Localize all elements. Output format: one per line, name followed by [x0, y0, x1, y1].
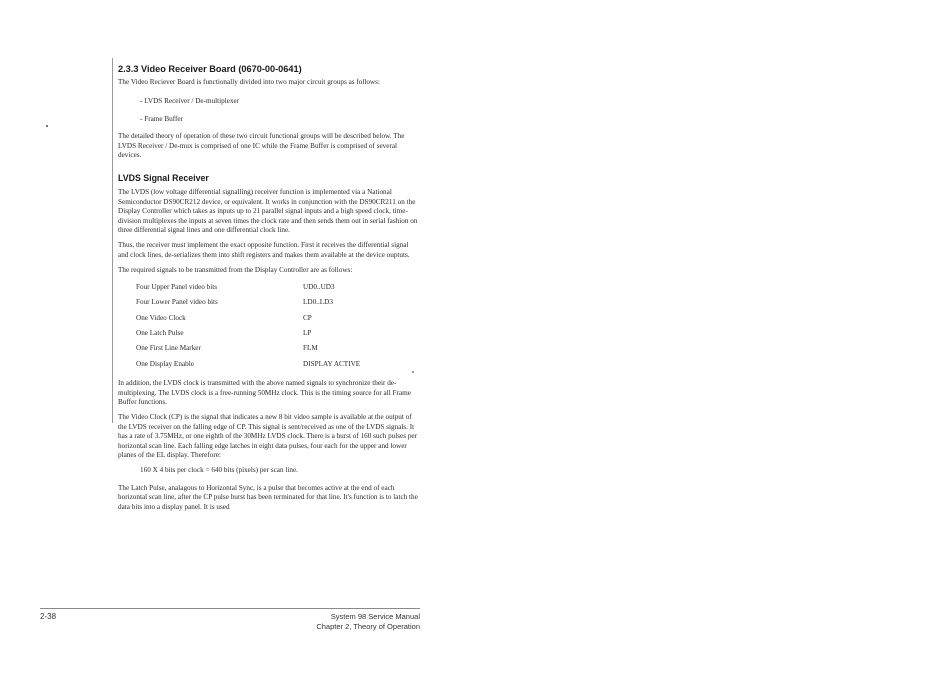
signal-code: UD0..UD3: [303, 282, 335, 291]
signal-row: [136, 344, 360, 359]
section-detail: The detailed theory of operation of these two circuit functional groups will be described below. The LVDS Receiver / De-mux is comprised of one IC while the Frame Buffer is comprised of several devices.: [118, 132, 405, 160]
footer-rule: [40, 608, 420, 609]
text-column: [118, 64, 420, 518]
signal-code: LD0..LD3: [303, 298, 333, 307]
signal-row: [136, 329, 360, 344]
signal-name: Four Upper Panel video bits: [136, 282, 218, 291]
paragraph: The required signals to be transmitted from the Display Controller are as follows:: [118, 266, 353, 275]
signal-name: One Latch Pulse: [136, 328, 184, 337]
signal-name: One Display Enable: [136, 359, 194, 368]
signal-code: LP: [303, 328, 312, 337]
signal-row: [136, 360, 360, 375]
footer-title: [316, 612, 420, 631]
paragraph: The Video Clock (CP) is the signal that indicates a new 8 bit video sample is available at the output of the LVDS receiver on the falling edge of CP. This signal is sent/received as one of the LVDS signals. It has a rate of 3.75MHz, or one eighth of the 30MHz LVDS clock. There is a burst of 160 such pulses per horizontal scan line. Each falling edge latches in eight data pulses, four each for the upper and lower planes of the EL display. Therefore:: [118, 413, 418, 459]
signal-code: CP: [303, 313, 312, 322]
paragraph: Thus, the receiver must implement the exact opposite function. First it receives the differential signal and clock lines, de-serializes them into shift registers and makes them available at the device ouptuts.: [118, 241, 410, 259]
section-title: 2.3.3 Video Receiver Board (0670-00-0641): [118, 64, 302, 74]
page-number: 2-38: [40, 612, 57, 621]
signal-row: [136, 283, 360, 298]
signal-row: [136, 314, 360, 329]
paragraph: In addition, the LVDS clock is transmitted with the above named signals to synchronize their de-multiplexing. The LVDS clock is a free-running 50MHz clock. This is the timing source for all Frame Buffer functions.: [118, 379, 411, 406]
signal-name: One First Line Marker: [136, 344, 201, 353]
signal-code: FLM: [303, 344, 318, 353]
manual-title: System 98 Service Manual: [330, 612, 420, 621]
chapter-title: Chapter 2, Theory of Operation: [316, 621, 420, 631]
signal-table: [136, 283, 360, 375]
signal-code: DISPLAY ACTIVE: [303, 359, 361, 368]
paragraph: The Latch Pulse, analagous to Horizontal Sync, is a pulse that becomes active at the end of each horizontal scan line, after the CP pulse burst has been terminated for that line. It's function is to latch the data bits into a display panel. It is used: [118, 483, 418, 511]
signal-name: One Video Clock: [136, 313, 186, 322]
scan-speck: [46, 125, 48, 127]
formula: 160 X 4 bits per clock = 640 bits (pixels) per scan line.: [140, 466, 298, 475]
paragraph: The LVDS (low voltage differential signalling) receiver function is implemented via a National Semiconductor DS90CR212 device, or equivalent. It works in conjunction with the DS90CR211 on the Display Controller which takes as inputs up to 21 parallel signal inputs and a high speed clock, time-division multiplexes the inputs at seven times the clock rate and then sends them out in serial fashion on three differential signal lines and one differential clock line.: [118, 188, 418, 235]
signal-name: Four Lower Panel video bits: [136, 298, 218, 307]
change-bar: [112, 58, 113, 423]
group-item: - Frame Buffer: [140, 114, 183, 123]
group-item: - LVDS Receiver / De-multiplexer: [140, 97, 240, 106]
lvds-heading: LVDS Signal Receiver: [118, 173, 209, 184]
section-intro: The Video Reciever Board is functionally divided into two major circuit groups as follows:: [118, 78, 380, 86]
signal-row: [136, 298, 360, 313]
